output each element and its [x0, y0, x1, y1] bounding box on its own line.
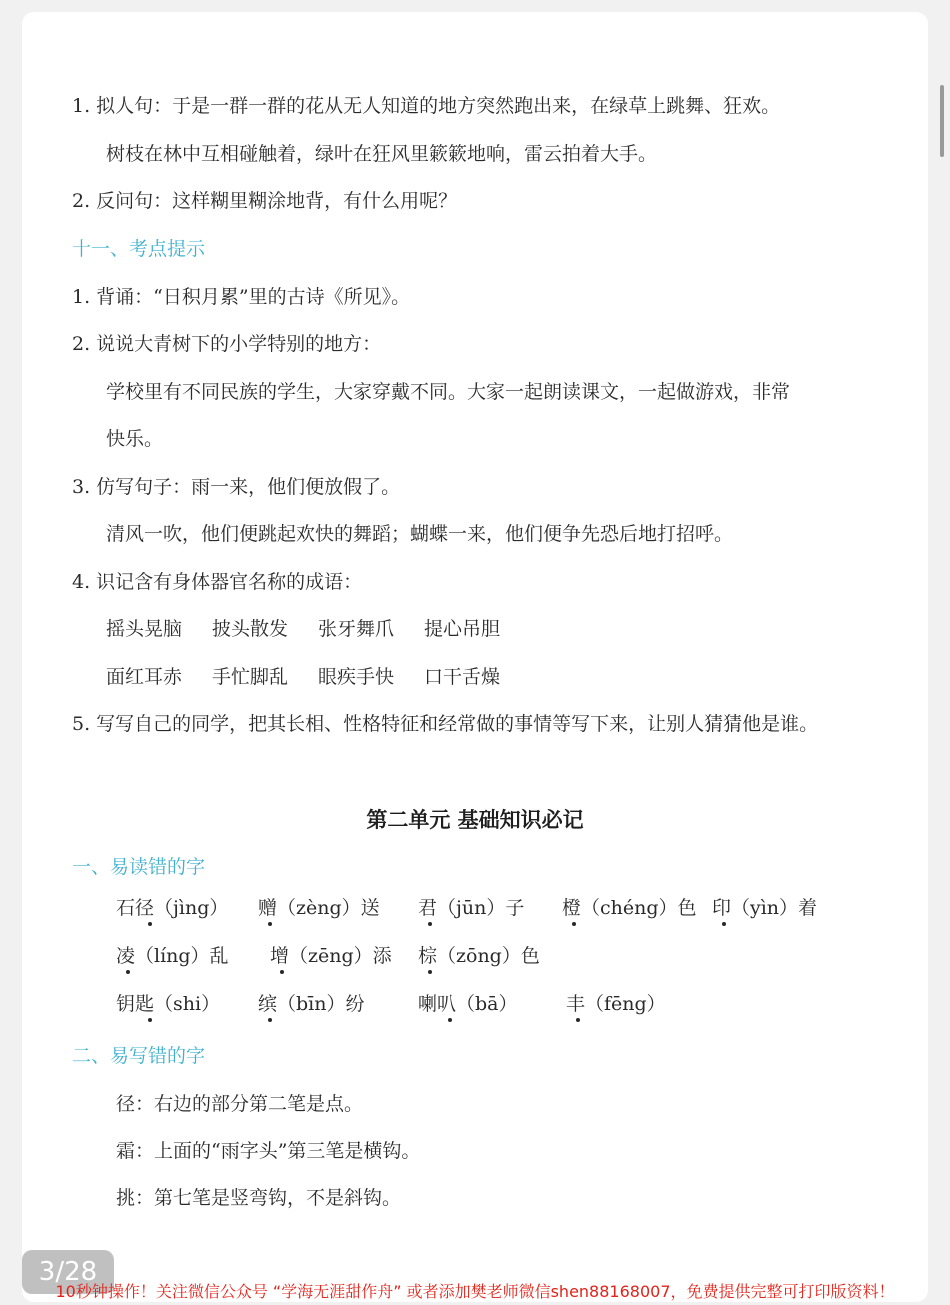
text-line: 2. 反问句：这样糊里糊涂地背，有什么用呢？	[72, 190, 458, 212]
emphasis-dot	[268, 922, 272, 926]
section-heading: 十一、考点提示	[72, 238, 206, 260]
pinyin-word: 喇叭（bā）	[418, 993, 518, 1015]
text-line: 学校里有不同民族的学生，大家穿戴不同。大家一起朗读课文，一起做游戏，非常	[106, 381, 791, 403]
idiom: 手忙脚乱	[212, 666, 289, 688]
emphasis-dot	[126, 970, 130, 974]
pinyin-word: 石径（jìng）	[116, 897, 229, 919]
text-line: 径：右边的部分第二笔是点。	[116, 1093, 364, 1115]
pinyin-word: 君（jūn）子	[418, 897, 525, 919]
text-line: 2. 说说大青树下的小学特别的地方：	[72, 333, 382, 355]
pinyin-word: 增（zēng）添	[270, 945, 392, 967]
emphasis-dot	[576, 1018, 580, 1022]
idiom: 口干舌燥	[424, 666, 501, 688]
text-line: 树枝在林中互相碰触着，绿叶在狂风里簌簌地响，雷云拍着大手。	[106, 143, 658, 165]
emphasis-dot	[722, 922, 726, 926]
scrollbar[interactable]	[940, 85, 944, 157]
emphasis-dot	[268, 1018, 272, 1022]
emphasis-dot	[572, 922, 576, 926]
idiom: 披头散发	[212, 618, 289, 640]
section-heading: 二、易写错的字	[72, 1045, 206, 1067]
text-line: 1. 背诵：“日积月累”里的古诗《所见》。	[72, 286, 411, 308]
section-heading: 一、易读错的字	[72, 856, 206, 878]
text-line: 清风一吹，他们便跳起欢快的舞蹈；蝴蝶一来，他们便争先恐后地打招呼。	[106, 523, 734, 545]
idiom: 张牙舞爪	[318, 618, 395, 640]
text-line: 5. 写写自己的同学，把其长相、性格特征和经常做的事情等写下来，让别人猜猜他是谁。	[72, 713, 819, 735]
emphasis-dot	[280, 970, 284, 974]
idiom: 摇头晃脑	[106, 618, 183, 640]
promo-banner: 10秒钟操作！关注微信公众号 “学海无涯甜作舟” 或者添加樊老师微信shen88168007，免费提供完整可打印版资料！	[55, 1282, 895, 1301]
emphasis-dot	[148, 922, 152, 926]
pinyin-word: 棕（zōng）色	[418, 945, 540, 967]
emphasis-dot	[428, 970, 432, 974]
pinyin-word: 橙（chéng）色	[562, 897, 697, 919]
pinyin-word: 印（yìn）着	[712, 897, 818, 919]
emphasis-dot	[148, 1018, 152, 1022]
emphasis-dot	[428, 922, 432, 926]
idiom: 眼疾手快	[318, 666, 395, 688]
pinyin-word: 丰（fēng）	[566, 993, 666, 1015]
pinyin-word: 缤（bīn）纷	[258, 993, 365, 1015]
pinyin-word: 凌（líng）乱	[116, 945, 229, 967]
idiom: 提心吊胆	[424, 618, 501, 640]
text-line: 4. 识记含有身体器官名称的成语：	[72, 571, 363, 593]
unit-title: 第二单元 基础知识必记	[366, 808, 584, 832]
text-line: 挑：第七笔是竖弯钩，不是斜钩。	[116, 1187, 402, 1209]
text-line: 3. 仿写句子：雨一来，他们便放假了。	[72, 476, 401, 498]
text-line: 霜：上面的“雨字头”第三笔是横钩。	[116, 1140, 421, 1162]
idiom: 面红耳赤	[106, 666, 183, 688]
pinyin-word: 钥匙（shi）	[116, 993, 221, 1015]
pinyin-word: 赠（zèng）送	[258, 897, 380, 919]
text-line: 快乐。	[106, 428, 164, 450]
page-indicator[interactable]: 3/28	[22, 1250, 114, 1294]
text-line: 1. 拟人句：于是一群一群的花从无人知道的地方突然跑出来，在绿草上跳舞、狂欢。	[72, 95, 781, 117]
emphasis-dot	[448, 1018, 452, 1022]
